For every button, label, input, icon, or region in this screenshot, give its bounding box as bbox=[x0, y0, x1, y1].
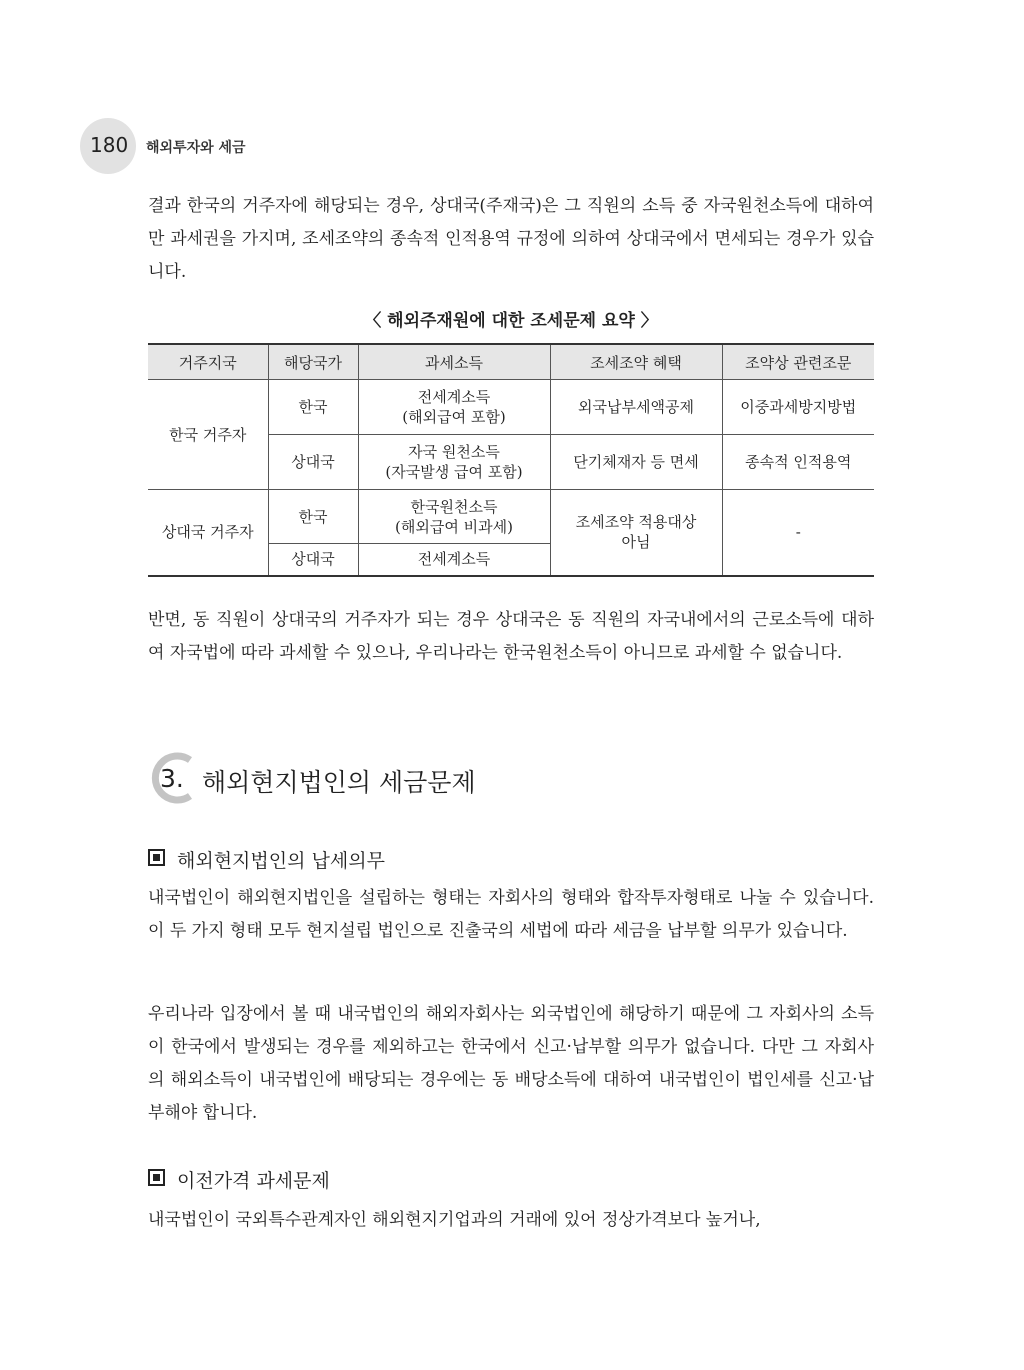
country-cell: 한국 bbox=[268, 380, 358, 435]
section-title: 해외현지법인의 세금문제 bbox=[202, 768, 476, 797]
benefit-cell: 외국납부세액공제 bbox=[550, 380, 722, 435]
benefit-cell: 단기체재자 등 면세 bbox=[550, 435, 722, 490]
book-title: 해외투자와 세금 bbox=[146, 140, 246, 156]
table-header-cell: 해당국가 bbox=[268, 344, 358, 380]
table-header-cell: 거주지국 bbox=[148, 344, 268, 380]
square-bullet-icon bbox=[148, 849, 165, 866]
benefit-line: 아님 bbox=[621, 533, 651, 552]
subheading-label: 이전가격 과세문제 bbox=[177, 1170, 330, 1192]
paragraph-4: 우리나라 입장에서 볼 때 내국법인의 해외자회사는 외국법인에 해당하기 때문에 그 자회사의 소득이 한국에서 발생되는 경우를 제외하고는 한국에서 신고·납부할 의무가 없습니다. 다만 그 자회사의 해외소득이 내국법인에 배당되는 경우에는 동 배당소득에 대하여 내국법인이 법인세를 신고·납부해야 합니다. bbox=[148, 1004, 874, 1123]
income-cell: 전세계소득 bbox=[358, 544, 550, 576]
benefit-cell bbox=[550, 490, 722, 576]
subheading-transfer-pricing bbox=[148, 1166, 330, 1193]
article-cell: 종속적 인적용역 bbox=[722, 435, 874, 490]
article-cell: - bbox=[722, 490, 874, 576]
table-row bbox=[148, 380, 874, 435]
page-number: 180 bbox=[90, 133, 129, 157]
paragraph-1: 결과 한국의 거주자에 해당되는 경우, 상대국(주재국)은 그 직원의 소득 중 자국원천소득에 대하여만 과세권을 가지며, 조세조약의 종속적 인적용역 규정에 의하여 상대국에서 면세되는 경우가 있습니다. bbox=[148, 196, 874, 282]
paragraph-5: 내국법인이 국외특수관계자인 해외현지기업과의 거래에 있어 정상가격보다 높거나, bbox=[148, 1210, 761, 1230]
benefit-line: 조세조약 적용대상 bbox=[575, 513, 697, 532]
table-header-cell: 과세소득 bbox=[358, 344, 550, 380]
income-note: (자국발생 급여 포함) bbox=[385, 463, 523, 481]
paragraph-2: 반면, 동 직원이 상대국의 거주자가 되는 경우 상대국은 동 직원의 자국내에서의 근로소득에 대하여 자국법에 따라 과세할 수 있으나, 우리나라는 한국원천소득이 아니므로 과세할 수 없습니다. bbox=[148, 610, 874, 663]
residence-cell: 상대국 거주자 bbox=[148, 490, 268, 576]
income-note: (해외급여 비과세) bbox=[395, 517, 513, 536]
country-cell: 상대국 bbox=[268, 435, 358, 490]
income-line: 한국원천소득 bbox=[410, 497, 498, 516]
income-cell bbox=[358, 380, 550, 435]
square-bullet-icon bbox=[148, 1169, 165, 1186]
table-header-row bbox=[148, 344, 874, 380]
table-row bbox=[148, 490, 874, 544]
income-cell bbox=[358, 435, 550, 490]
subheading-tax-obligation bbox=[148, 846, 385, 873]
income-line: 전세계소득 bbox=[417, 388, 491, 406]
country-cell: 상대국 bbox=[268, 544, 358, 576]
income-line: 자국 원천소득 bbox=[408, 443, 500, 461]
table-header-cell: 조약상 관련조문 bbox=[722, 344, 874, 380]
section-number: 3. bbox=[160, 764, 184, 793]
table-header-cell: 조세조약 혜택 bbox=[550, 344, 722, 380]
income-note: (해외급여 포함) bbox=[402, 408, 506, 426]
article-cell: 이중과세방지방법 bbox=[722, 380, 874, 435]
country-cell: 한국 bbox=[268, 490, 358, 544]
paragraph-3: 내국법인이 해외현지법인을 설립하는 형태는 자회사의 형태와 합작투자형태로 나눌 수 있습니다. 이 두 가지 형태 모두 현지설립 법인으로 진출국의 세법에 따라 세금을 납부할 의무가 있습니다. bbox=[148, 888, 874, 941]
residence-cell: 한국 거주자 bbox=[148, 380, 268, 490]
tax-summary-table bbox=[148, 343, 874, 577]
income-cell bbox=[358, 490, 550, 544]
subheading-label: 해외현지법인의 납세의무 bbox=[177, 850, 385, 872]
table-caption: 〈 해외주재원에 대한 조세문제 요약 〉 bbox=[364, 311, 658, 331]
